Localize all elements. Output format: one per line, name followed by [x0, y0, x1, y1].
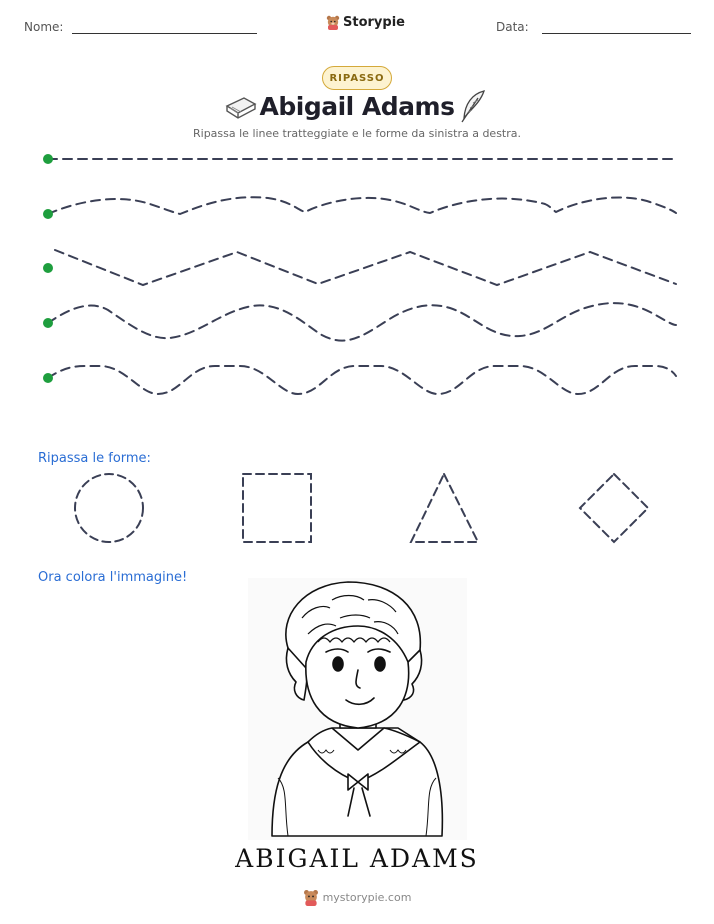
start-dot [43, 263, 53, 273]
abigail-adams-illustration [248, 578, 467, 840]
start-dot [43, 209, 53, 219]
triangle-shape [411, 474, 478, 542]
tracing-line-wave [48, 303, 676, 341]
shapes-heading: Ripassa le forme: [38, 451, 151, 466]
date-line [542, 33, 691, 34]
square-shape [243, 474, 311, 542]
tracing-line-smooth-wave [48, 197, 676, 214]
tracing-line-flat-top-wave [48, 366, 676, 394]
brand-logo [326, 14, 405, 30]
bear-icon [303, 888, 319, 906]
instructions: Ripassa le linee tratteggiate e le forme da sinistra a destra. [193, 127, 521, 140]
bear-icon [326, 14, 340, 30]
start-dot [43, 318, 53, 328]
tracing-line-zigzag [55, 250, 676, 285]
coloring-heading: Ora colora l'immagine! [38, 570, 188, 585]
illustration-caption: ABIGAIL ADAMS [235, 844, 479, 873]
footer [0, 888, 714, 906]
page-title: Abigail Adams [259, 92, 455, 121]
quill-icon [458, 88, 488, 124]
tracing-lines [0, 140, 714, 410]
tracing-shapes [0, 466, 714, 552]
start-dot [43, 373, 53, 383]
circle-shape [75, 474, 143, 542]
brand-name: Storypie [343, 14, 405, 30]
diamond-shape [580, 474, 648, 542]
date-label: Data: [496, 20, 529, 34]
start-dot [43, 154, 53, 164]
footer-link[interactable]: mystorypie.com [322, 890, 412, 904]
name-label: Nome: [24, 20, 64, 34]
review-badge: RIPASSO [322, 66, 392, 90]
name-line [72, 33, 257, 34]
